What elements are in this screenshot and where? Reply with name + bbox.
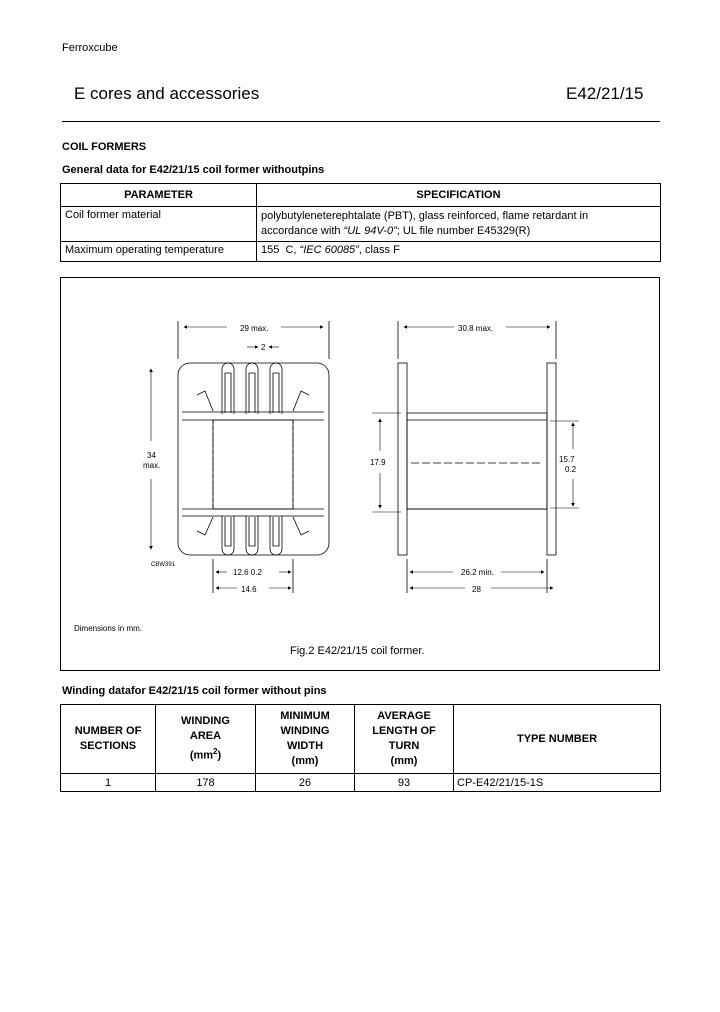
table-row	[61, 774, 661, 792]
table-row	[61, 242, 661, 262]
section-title: COIL FORMERS	[62, 141, 147, 153]
spec-text: , class F	[358, 244, 400, 256]
dim-label: max.	[143, 461, 161, 470]
turn-header: AVERAGE LENGTH OF TURN (mm)	[355, 705, 454, 774]
flange-right	[547, 363, 556, 555]
spec-cell	[257, 242, 661, 262]
dim-label: 12.6 0.2	[233, 568, 262, 577]
width-header: MINIMUM WINDING WIDTH (mm)	[256, 705, 355, 774]
bobbin-body	[407, 413, 547, 509]
dim-label: 30.8 max.	[458, 324, 494, 333]
type-header: TYPE NUMBER	[454, 705, 661, 774]
header-rule	[62, 121, 660, 122]
dim-label: 0.2	[565, 465, 577, 474]
spec-text: accordance with	[261, 225, 344, 237]
area-cell: 178	[156, 774, 256, 792]
width-cell: 26	[256, 774, 355, 792]
sections-header: NUMBER OF SECTIONS	[61, 705, 156, 774]
general-table	[60, 183, 661, 262]
table-row	[61, 207, 661, 242]
dim-label: 34	[147, 451, 156, 460]
dim-label: 28	[472, 585, 481, 594]
spec-cell	[257, 207, 661, 242]
core-body	[213, 420, 293, 509]
table-header-row	[61, 705, 661, 774]
dim-label: 2	[261, 343, 266, 352]
spec-text: polybutyleneterephtalate (PBT), glass reinforced, flame retardant in	[261, 210, 589, 222]
winding-caption: Winding datafor E42/21/15 coil former without pins	[62, 685, 327, 697]
dim-label: 15.7	[559, 455, 575, 464]
dim-label: 14.6	[241, 585, 257, 594]
sections-cell: 1	[61, 774, 156, 792]
spec-header: SPECIFICATION	[257, 184, 661, 207]
drawing-code: CBW391	[151, 562, 176, 568]
figure-box	[60, 277, 660, 671]
coil-former-drawing	[61, 278, 661, 672]
spec-standard: “UL 94V-0”	[343, 225, 397, 237]
page-title: E cores and accessories	[74, 84, 260, 103]
table-header-row	[61, 184, 661, 207]
area-header: WINDING AREA $(mm^2)$	[156, 705, 256, 774]
winding-table	[60, 704, 661, 792]
turn-cell: 93	[355, 774, 454, 792]
figure-caption: Fig.2 E42/21/15 coil former.	[290, 645, 425, 657]
spec-text: 155 C,	[261, 244, 300, 256]
type-cell: CP-E42/21/15-1S	[454, 774, 661, 792]
param-cell: Coil former material	[61, 207, 257, 242]
dim-label: 26.2 min.	[461, 568, 494, 577]
general-caption: General data for E42/21/15 coil former withoutpins	[62, 164, 325, 176]
flange-left	[398, 363, 407, 555]
spec-text: ; UL file number E45329(R)	[396, 225, 531, 237]
dim-label: 29 max.	[240, 324, 269, 333]
brand-name: Ferroxcube	[62, 42, 118, 54]
product-code: E42/21/15	[566, 84, 644, 103]
param-cell: Maximum operating temperature	[61, 242, 257, 262]
dimensions-note: Dimensions in mm.	[74, 624, 143, 633]
former-outline	[178, 363, 329, 555]
spec-standard: “IEC 60085”	[299, 244, 359, 256]
param-header: PARAMETER	[61, 184, 257, 207]
dim-label: 17.9	[370, 458, 386, 467]
